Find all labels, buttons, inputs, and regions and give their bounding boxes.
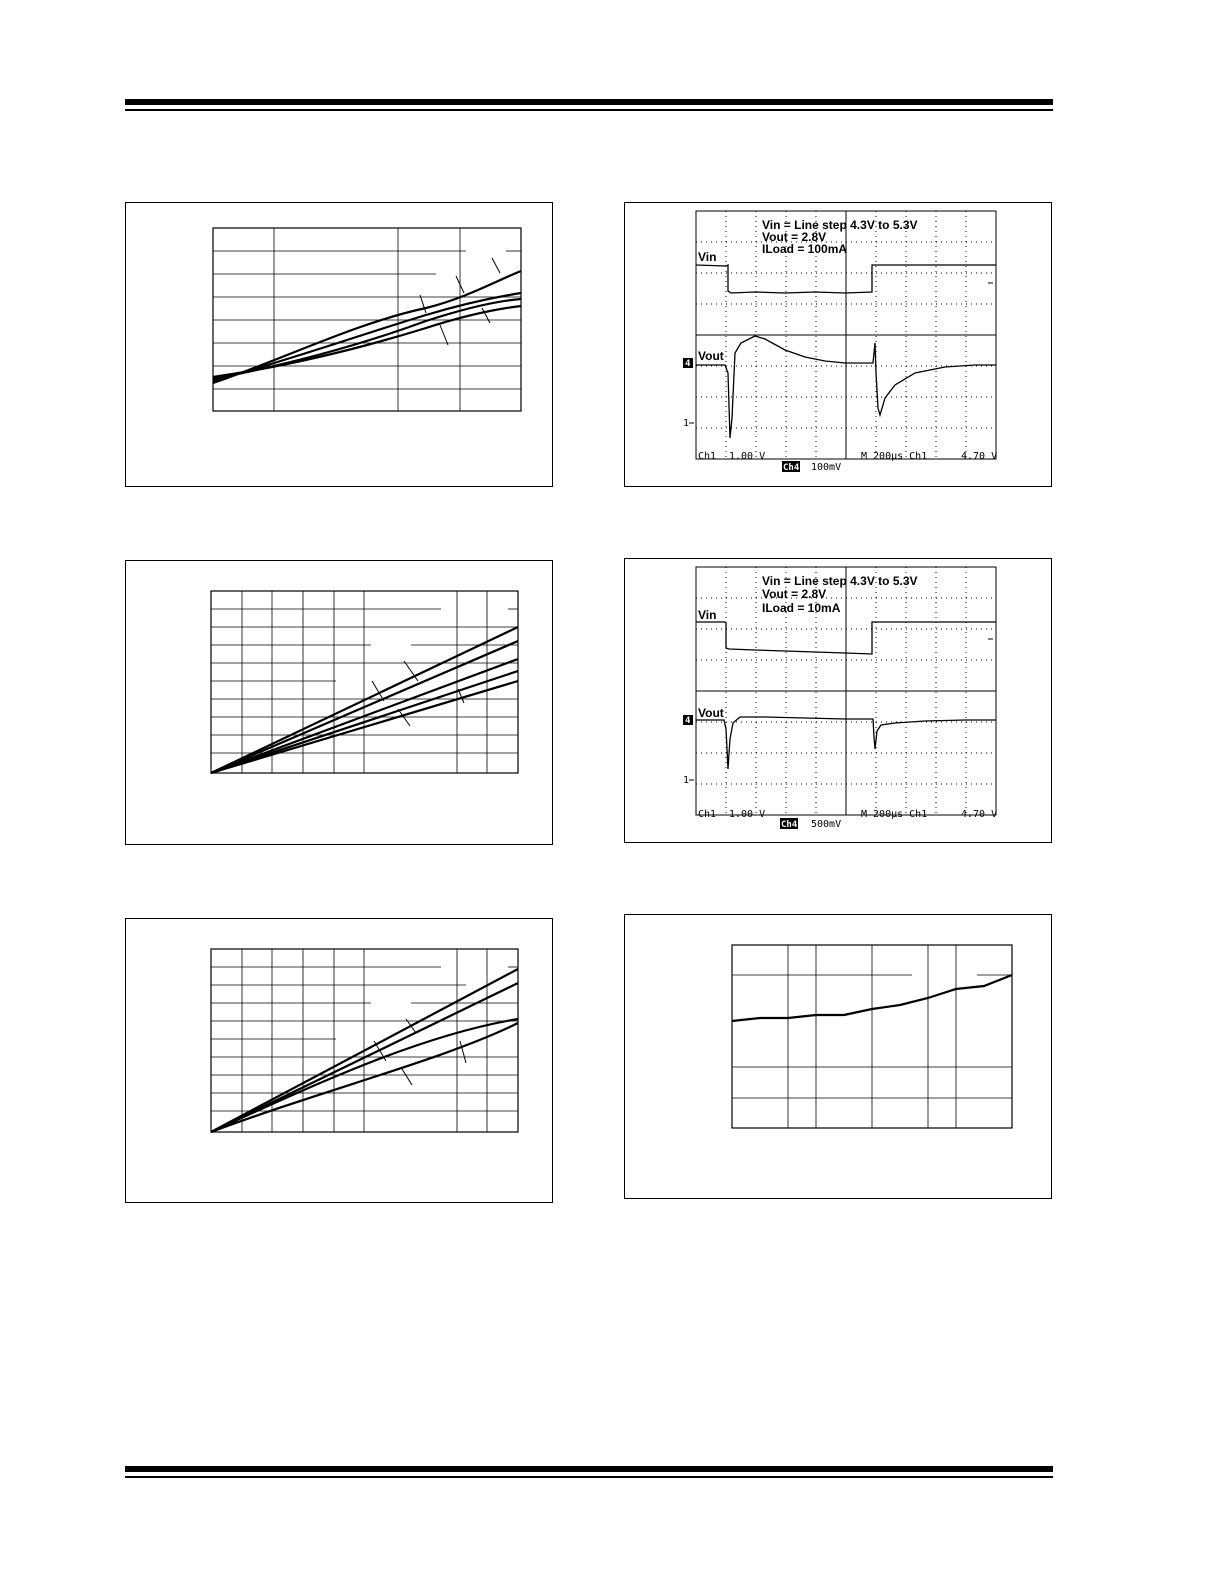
scope-top-footer-ch1: Ch1 [698,451,717,462]
scope-top-annotation-2: Vout = 2.8V [762,230,827,244]
scope-panel-middle [624,558,1052,843]
graph-1-plot-area [213,228,521,411]
scope-middle-vin-label: Vin [698,608,717,622]
scope-top-annotation-1: Vin = Line step 4.3V to 5.3V [762,218,918,232]
scope-middle-footer-ch1: Ch1 [698,809,717,820]
scope-top-ch4-marker: 4 [685,359,691,369]
scope-middle-annotation-2: Vout = 2.8V [762,587,827,601]
graph-3-svg [126,919,554,1204]
graph-panel-1 [125,202,553,487]
scope-top-footer-ch4-scale: 100mV [811,462,842,473]
graph-6-svg [625,915,1053,1200]
scope-top-vin-label: Vin [698,250,717,264]
scope-top-ch1-marker: 1 [683,418,690,429]
graph-panel-3 [125,918,553,1203]
scope-middle-ch1-marker: 1 [683,775,690,786]
header-rule-thin [125,109,1053,111]
footer-rule-thick [125,1466,1053,1472]
graph-3-plot-area [211,949,518,1132]
graph-2-svg [126,561,554,846]
footer-rule-thin [125,1476,1053,1478]
scope-top-annotation-3: ILoad = 100mA [762,242,848,256]
scope-top-footer-timebase: M 200µs Ch1 [861,451,928,462]
scope-middle-vout-label: Vout [698,706,724,720]
header-rule-thick [125,99,1053,105]
graph-panel-2 [125,560,553,845]
scope-top-svg [625,203,1053,488]
graph-2-plot-area [211,591,518,773]
graph-panel-6 [624,914,1052,1199]
scope-middle-annotation-3: ILoad = 10mA [762,601,841,615]
scope-middle-footer-trigger: 4.70 V [961,809,998,820]
scope-panel-top [624,202,1052,487]
scope-middle-ch4-badge: Ch4 [781,820,798,830]
scope-middle-annotation-1: Vin = Line step 4.3V to 5.3V [762,574,918,588]
scope-top-footer-ch1-scale: 1.00 V [729,451,766,462]
graph-1-svg [126,203,554,488]
scope-middle-ch4-marker: 4 [685,716,691,726]
scope-middle-footer-ch4-scale: 500mV [811,819,842,830]
scope-middle-footer-ch1-scale: 1.00 V [729,809,766,820]
scope-top-footer-trigger: 4.70 V [961,451,998,462]
scope-top-vout-label: Vout [698,349,724,363]
scope-top-ch4-badge: Ch4 [783,463,800,473]
scope-middle-footer-timebase: M 200µs Ch1 [861,809,928,820]
scope-middle-svg [625,559,1053,844]
